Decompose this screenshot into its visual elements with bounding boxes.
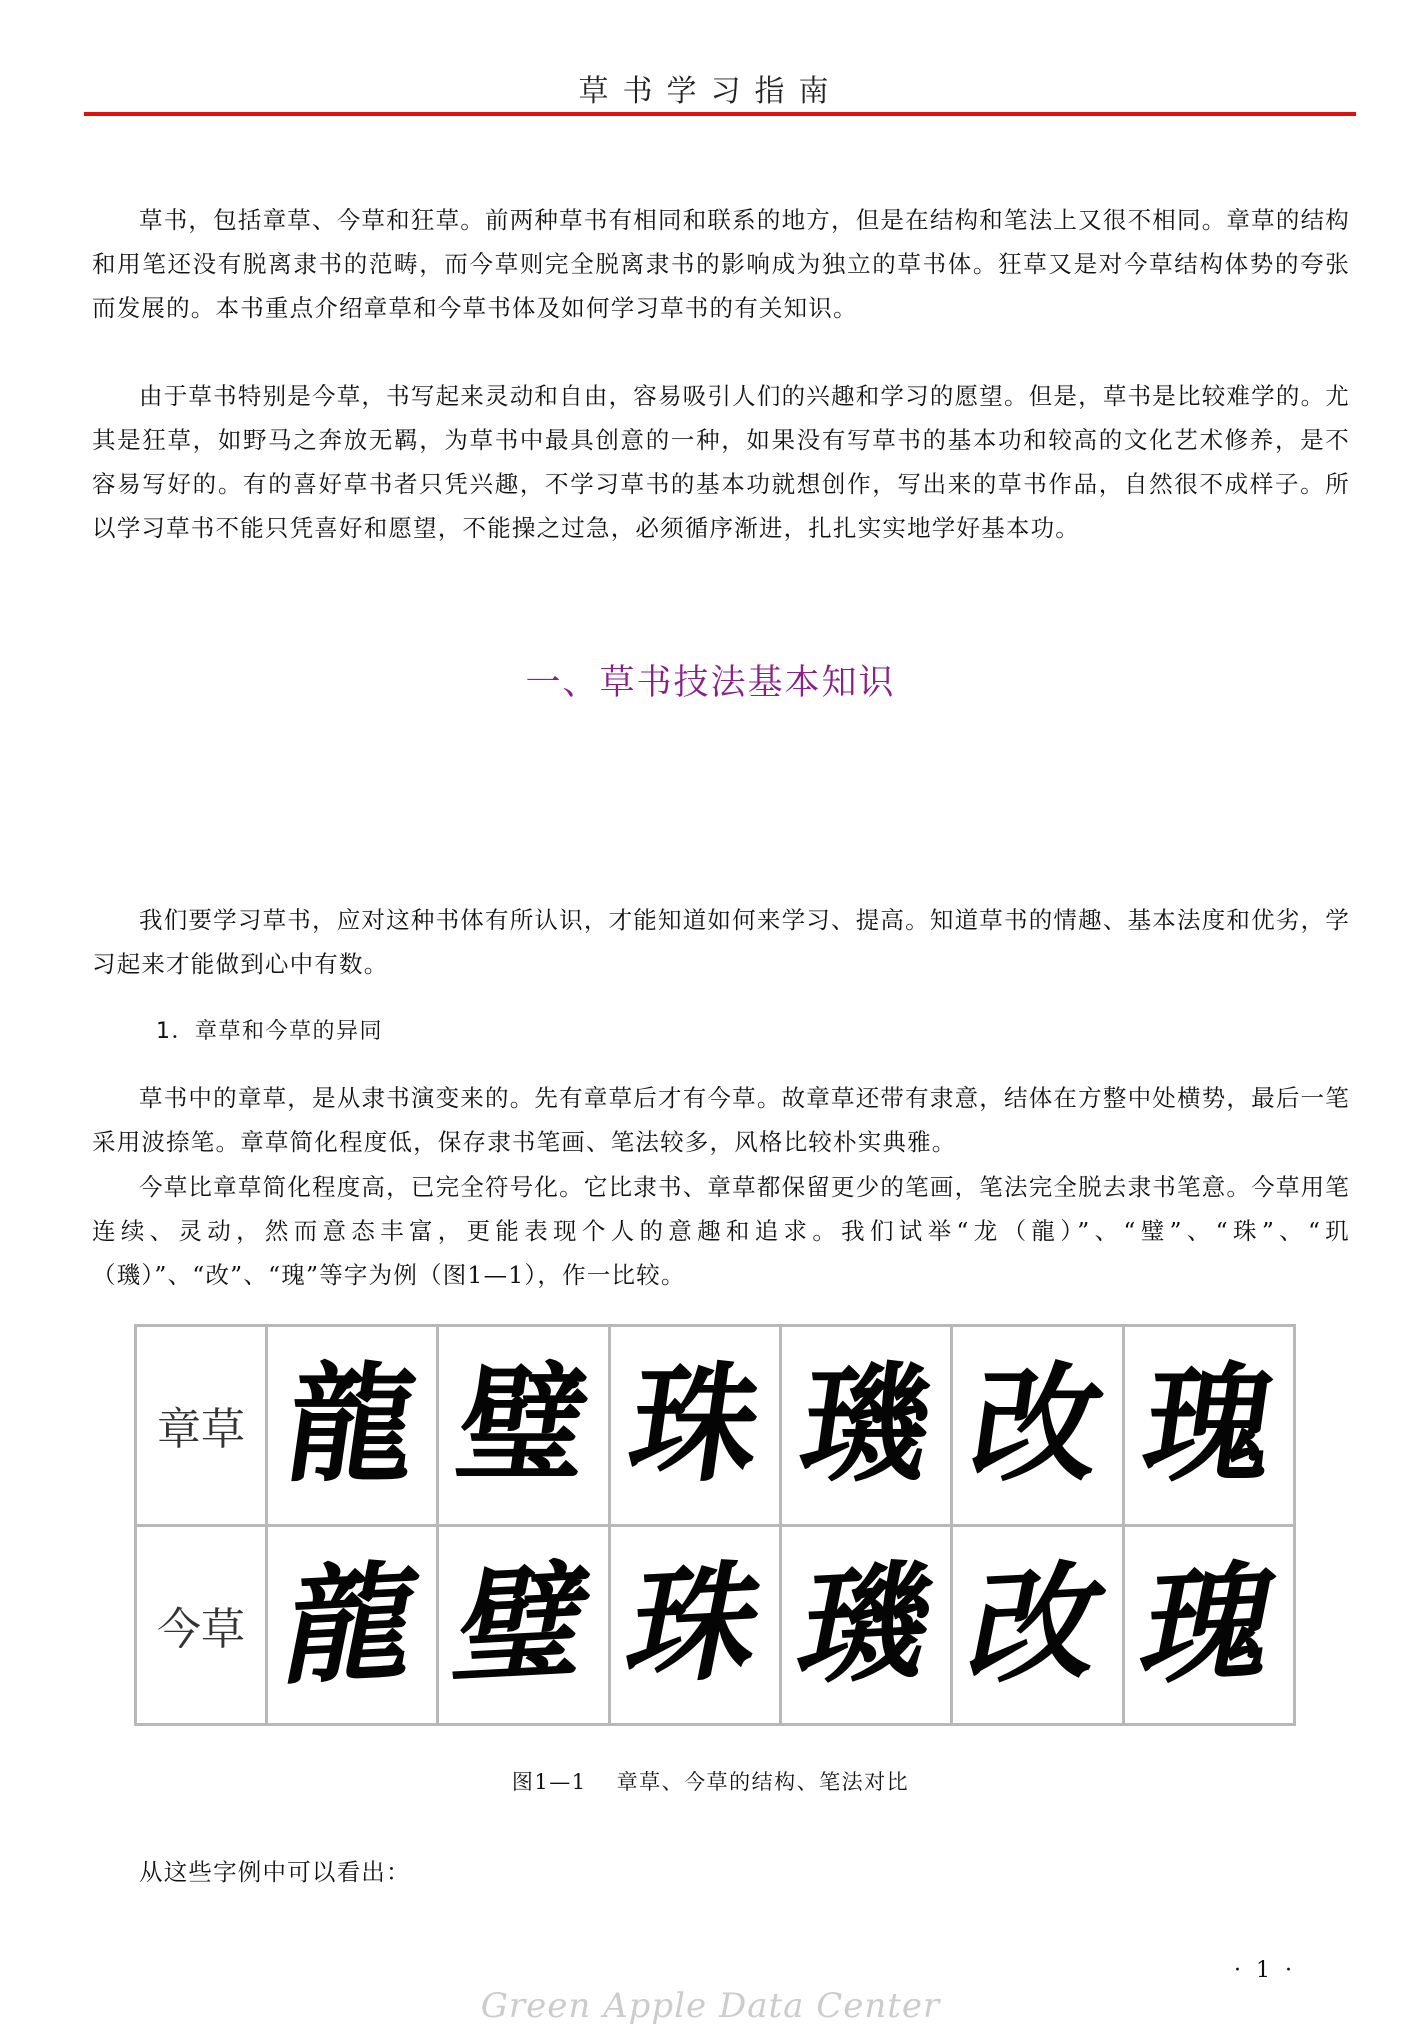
glyph-cell	[952, 1525, 1123, 1725]
glyph-long: 龍	[272, 1546, 432, 1703]
glyph-gui: 瑰	[1129, 1546, 1289, 1703]
section-title: 一、草书技法基本知识	[525, 663, 896, 703]
intro-paragraph-2: 由于草书特别是今草，书写起来灵动和自由，容易吸引人们的兴趣和学习的愿望。但是，草书是比较难学的。尤其是狂草，如野马之奔放无羁，为草书中最具创意的一种，如果没有写草书的基本功和较高的文化艺术修养，是不容易写好的。有的喜好草书者只凭兴趣，不学习草书的基本功就想创作，写出来的草书作品，自然很不成样子。所以学习草书不能只凭喜好和愿望，不能操之过急，必须循序渐进，扎扎实实地学好基本功。	[92, 382, 1350, 542]
header-rule	[84, 112, 1356, 116]
glyph-zhu: 珠	[615, 1546, 775, 1703]
figure-caption-text: 章草、今草的结构、笔法对比	[616, 1770, 910, 1794]
glyph-ji: 璣	[786, 1546, 946, 1703]
running-header: 草书学习指南	[578, 74, 843, 109]
glyph-gai: 改	[962, 1350, 1113, 1501]
glyph-long: 龍	[277, 1350, 427, 1501]
jincao-paragraph: 今草比章草简化程度高，已完全符号化。它比隶书、章草都保留更少的笔画，笔法完全脱去隶书笔意。今草用笔连续、灵动，然而意态丰富，更能表现个人的意趣和追求。我们试举“龙（龍）”、“璧”、“珠”、“玑（璣）”、“改”、“瑰”等字为例（图1—1），作一比较。	[92, 1173, 1350, 1289]
figure-number: 图1—1	[511, 1770, 587, 1794]
glyph-ji: 璣	[791, 1350, 941, 1501]
figure-caption	[0, 1766, 1421, 1796]
intro-paragraph-1: 草书，包括章草、今草和狂草。前两种草书有相同和联系的地方，但是在结构和笔法上又很不相同。章草的结构和用笔还没有脱离隶书的范畴，而今草则完全脱离隶书的影响成为独立的草书体。狂草又是对今草结构体势的夸张而发展的。本书重点介绍章草和今草书体及如何学习草书的有关知识。	[92, 206, 1350, 322]
row-label-jincao: 今草	[136, 1525, 267, 1725]
glyph-cell	[267, 1326, 438, 1526]
glyph-cell	[952, 1326, 1123, 1526]
conclusion-lead: 从这些字例中可以看出：	[139, 1858, 411, 1886]
glyph-cell	[267, 1525, 438, 1725]
subsection-heading: 1．章草和今草的异同	[156, 1019, 383, 1044]
glyph-cell	[1123, 1525, 1294, 1725]
calligraphy-comparison-figure	[134, 1324, 1296, 1726]
page-number: · 1 ·	[1234, 1958, 1296, 1983]
glyph-cell	[438, 1326, 609, 1526]
watermark: Green Apple Data Center	[480, 1986, 941, 2026]
jincao-row	[136, 1525, 1295, 1725]
glyph-cell	[609, 1326, 780, 1526]
glyph-cell	[780, 1326, 951, 1526]
glyph-gai: 改	[957, 1546, 1117, 1703]
glyph-bi: 璧	[443, 1546, 603, 1703]
glyph-cell	[438, 1525, 609, 1725]
zhangcao-paragraph: 草书中的章草，是从隶书演变来的。先有章草后才有今草。故章草还带有隶意，结体在方整中处横势，最后一笔采用波捺笔。章草简化程度低，保存隶书笔画、笔法较多，风格比较朴实典雅。	[92, 1084, 1350, 1156]
section-intro-paragraph: 我们要学习草书，应对这种书体有所认识，才能知道如何来学习、提高。知道草书的情趣、基本法度和优劣，学习起来才能做到心中有数。	[92, 906, 1350, 978]
glyph-cell	[609, 1525, 780, 1725]
zhangcao-row	[136, 1326, 1295, 1526]
glyph-bi: 璧	[448, 1350, 599, 1501]
glyph-cell	[1123, 1326, 1294, 1526]
row-label-zhangcao: 章草	[136, 1326, 267, 1526]
glyph-gui: 瑰	[1134, 1350, 1284, 1501]
glyph-zhu: 珠	[620, 1350, 770, 1501]
glyph-cell	[780, 1525, 951, 1725]
